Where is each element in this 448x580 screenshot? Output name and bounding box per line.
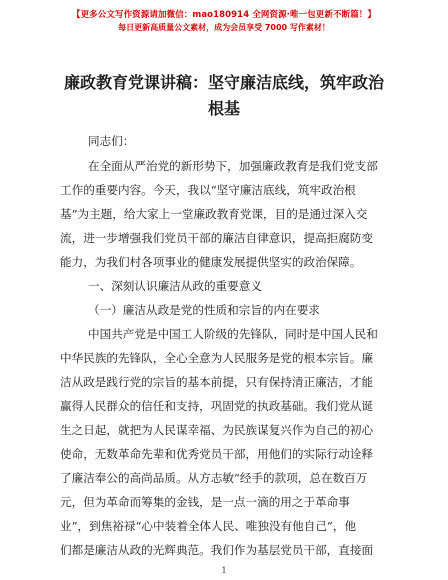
- page-number: 1: [221, 566, 227, 575]
- body-line: 使命，无数革命先辈和优秀党员干部，用他们的实际行动诠释: [60, 447, 374, 461]
- body-line: 了廉洁奉公的高尚品质。从方志敏“经手的款项，总在数百万: [60, 471, 368, 485]
- promo-banner-line1: 【更多公文写作资源请加微信：mao180914 全网资源·唯一包更新不断篇！】: [71, 10, 376, 20]
- body-line: 业”，到焦裕禄“心中装着全体人民、唯独没有他自己”，他: [60, 519, 357, 533]
- body-line: 洁从政是践行党的宗旨的基本前提，只有保持清正廉洁，才能: [60, 375, 374, 389]
- title-line2: 根基: [207, 99, 240, 118]
- intro-line: 工作的重要内容。今天，我以“坚守廉洁底线，筑牢政治根: [60, 183, 356, 197]
- promo-banner-line2: 每日更新高质量公文素材，成为会员享受 7000 写作素材！: [118, 23, 330, 32]
- body-line: 元，但为革命而筹集的金钱，是一点一滴的用之于革命事: [60, 495, 350, 509]
- intro-line: 基”为主题，给大家上一堂廉政教育党课，目的是通过深入交: [60, 207, 368, 221]
- body-line: 中国共产党是中国工人阶级的先锋队，同时是中国人民和: [88, 327, 378, 341]
- intro-line: 流，进一步增强我们党员干部的廉洁自律意识，提高拒腐防变: [60, 231, 374, 245]
- body-line: 们都是廉洁从政的光辉典范。我们作为基层党员干部，直接面: [60, 543, 374, 557]
- body-line: 赢得人民群众的信任和支持，巩固党的执政基础。我们党从诞: [60, 399, 374, 413]
- body-line: 中华民族的先锋队，全心全意为人民服务是党的根本宗旨。廉: [60, 351, 374, 365]
- body-line: 生之日起，就把为人民谋幸福、为民族谋复兴作为自己的初心: [60, 423, 374, 437]
- salutation: 同志们：: [88, 134, 135, 148]
- document-title: [44, 70, 404, 122]
- section-heading: 一、深刻认识廉洁从政的重要意义: [88, 279, 262, 293]
- intro-line: 在全面从严治党的新形势下，加强廉政教育是我们党支部: [88, 159, 378, 173]
- intro-line: 能力，为我们村各项事业的健康发展提供坚实的政治保障。: [60, 255, 362, 269]
- title-line1: 廉政教育党课讲稿：坚守廉洁底线，筑牢政治: [63, 73, 384, 92]
- subsection-heading: （一）廉洁从政是党的性质和宗旨的内在要求: [88, 303, 320, 317]
